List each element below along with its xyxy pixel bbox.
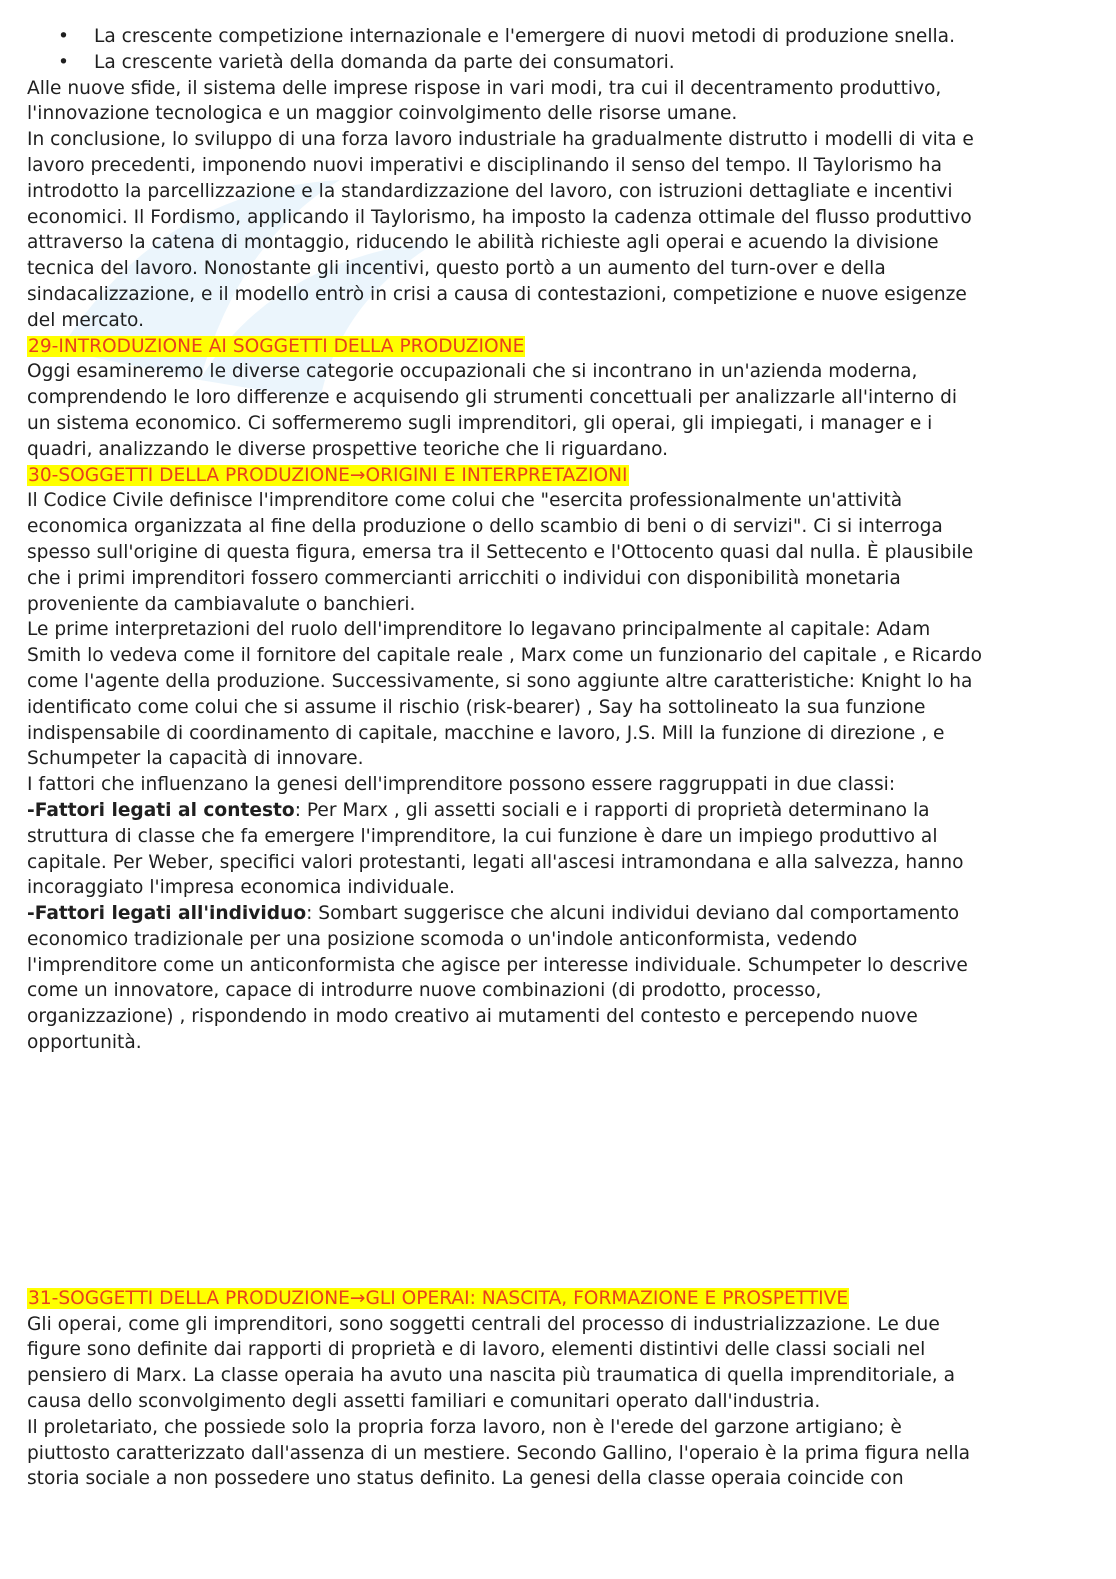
section-31-paragraph-2 — [27, 1415, 1092, 1492]
text-line: Il Codice Civile definisce l'imprenditore come colui che "esercita professionalmente un'attività — [27, 490, 903, 512]
text-line: identificato come colui che si assume il rischio (risk-bearer) , Say ha sottolineato la sua funzione — [27, 696, 926, 718]
text-line: organizzazione) , rispondendo in modo creativo ai mutamenti del contesto e percependo nuove — [27, 1006, 918, 1028]
text-line: sindacalizzazione, e il modello entrò in crisi a causa di contestazioni, competizione e nuove esigenze — [27, 283, 967, 305]
section-31-paragraph-1 — [27, 1312, 1092, 1415]
text-line: piuttosto caratterizzato dall'assenza di un mestiere. Secondo Gallino, l'operaio è la prima figura nella — [27, 1442, 971, 1464]
bullet-item: • La crescente varietà della domanda da parte dei consumatori. — [27, 50, 1092, 76]
text-line: l'innovazione tecnologica e un maggior coinvolgimento delle risorse umane. — [27, 103, 738, 125]
section-29-paragraph — [27, 359, 1092, 462]
text-line: introdotto la parcellizzazione e la standardizzazione del lavoro, con istruzioni dettagliate e incentivi — [27, 180, 953, 202]
conclusion-paragraph — [27, 127, 1092, 333]
text-line: causa dello sconvolgimento degli assetti familiari e comunitari operato dall'industria. — [27, 1391, 821, 1413]
text-line: capitale. Per Weber, specifici valori protestanti, legati all'ascesi intramondana e alla salvezza, hanno — [27, 851, 964, 873]
individual-factors-label: -Fattori legati all'individuo — [27, 903, 307, 925]
individual-factors-paragraph — [27, 901, 1092, 1056]
text-line: comprendendo le loro differenze e acquisendo gli strumenti concettuali per analizzarle all'interno di — [27, 387, 958, 409]
text-line: spesso sull'origine di questa figura, emersa tra il Settecento e l'Ottocento quasi dal nulla. È plausibile — [27, 541, 974, 563]
blank-space — [27, 1056, 1092, 1286]
section-heading-31: 31-SOGGETTI DELLA PRODUZIONE→GLI OPERAI: NASCITA, FORMAZIONE E PROSPETTIVE — [28, 1287, 849, 1309]
text-line: figure sono definite dai rapporti di proprietà e di lavoro, elementi distintivi delle classi sociali nel — [27, 1339, 926, 1361]
text-line: I fattori che influenzano la genesi dell'imprenditore possono essere raggruppati in due classi: — [27, 774, 896, 796]
text-line: pensiero di Marx. La classe operaia ha avuto una nascita più traumatica di quella imprenditoriale, a — [27, 1365, 956, 1387]
intro-paragraph — [27, 76, 1092, 128]
text-line: un sistema economico. Ci soffermeremo sugli imprenditori, gli operai, gli impiegati, i manager e i — [27, 412, 933, 434]
text-fragment: : Per Marx , gli assetti sociali e i rapporti di proprietà determinano la — [294, 799, 930, 821]
context-factors-paragraph — [27, 798, 1092, 901]
text-line: lavoro precedenti, imponendo nuovi imperativi e disciplinando il senso del tempo. Il Taylorismo ha — [27, 154, 942, 176]
context-factors-label: -Fattori legati al contesto — [27, 799, 295, 821]
text-fragment: : Sombart suggerisce che alcuni individui deviano dal comportamento — [306, 903, 960, 925]
text-line: proveniente da cambiavalute o banchieri. — [27, 593, 416, 615]
text-line: Schumpeter la capacità di innovare. — [27, 748, 364, 770]
text-line: che i primi imprenditori fossero commercianti arricchiti o individui con disponibilità monetaria — [27, 567, 901, 589]
text-line: quadri, analizzando le diverse prospettive teoriche che li riguardano. — [27, 438, 669, 460]
section-30-paragraph-1 — [27, 488, 1092, 617]
text-line: Oggi esamineremo le diverse categorie occupazionali che si incontrano in un'azienda moderna, — [27, 361, 918, 383]
text-line: economica organizzata al fine della produzione o dello scambio di beni o di servizi". Ci si interroga — [27, 516, 943, 538]
text-line: In conclusione, lo sviluppo di una forza lavoro industriale ha gradualmente distrutto i modelli di vita e — [27, 129, 974, 151]
text-line: Gli operai, come gli imprenditori, sono soggetti centrali del processo di industrializzazione. Le due — [27, 1313, 940, 1335]
text-line: economico tradizionale per una posizione scomoda o un'indole anticonformista, vedendo — [27, 928, 858, 950]
section-heading-29: 29-INTRODUZIONE AI SOGGETTI DELLA PRODUZIONE — [28, 335, 525, 357]
text-line: opportunità. — [27, 1032, 142, 1054]
section-heading-30: 30-SOGGETTI DELLA PRODUZIONE→ORIGINI E INTERPRETAZIONI — [28, 464, 628, 486]
text-line: tecnica del lavoro. Nonostante gli incentivi, questo portò a un aumento del turn-over e della — [27, 258, 886, 280]
text-line: struttura di classe che fa emergere l'imprenditore, la cui funzione è dare un impiego produttivo al — [27, 825, 938, 847]
text-line: l'imprenditore come un anticonformista che agisce per interesse individuale. Schumpeter lo descrive — [27, 954, 968, 976]
text-line: come l'agente della produzione. Successivamente, si sono aggiunte altre caratteristiche: Knight lo ha — [27, 670, 973, 692]
text-line: Alle nuove sfide, il sistema delle imprese rispose in vari modi, tra cui il decentramento produttivo, — [27, 77, 942, 99]
text-line: incoraggiato l'impresa economica individuale. — [27, 877, 455, 899]
text-line: Smith lo vedeva come il fornitore del capitale reale , Marx come un funzionario del capitale , e Ricardo — [27, 645, 982, 667]
document-page — [27, 24, 1092, 1492]
text-line: economici. Il Fordismo, applicando il Taylorismo, ha imposto la cadenza ottimale del flusso produttivo — [27, 206, 972, 228]
text-line: Il proletariato, che possiede solo la propria forza lavoro, non è l'erede del garzone artigiano; è — [27, 1416, 902, 1438]
text-line: attraverso la catena di montaggio, riducendo le abilità richieste agli operai e acuendo la divisione — [27, 232, 939, 254]
text-line: storia sociale a non possedere uno status definito. La genesi della classe operaia coincide con — [27, 1468, 904, 1490]
text-line: indispensabile di coordinamento di capitale, macchine e lavoro, J.S. Mill la funzione di direzione , e — [27, 722, 945, 744]
text-line: Le prime interpretazioni del ruolo dell'imprenditore lo legavano principalmente al capitale: Adam — [27, 619, 931, 641]
text-line: del mercato. — [27, 309, 144, 331]
bullet-item: • La crescente competizione internazionale e l'emergere di nuovi metodi di produzione snella. — [27, 24, 1092, 50]
text-line: come un innovatore, capace di introdurre nuove combinazioni (di prodotto, processo, — [27, 980, 822, 1002]
bullet-list — [27, 24, 1092, 76]
section-30-paragraph-2 — [27, 617, 1092, 772]
